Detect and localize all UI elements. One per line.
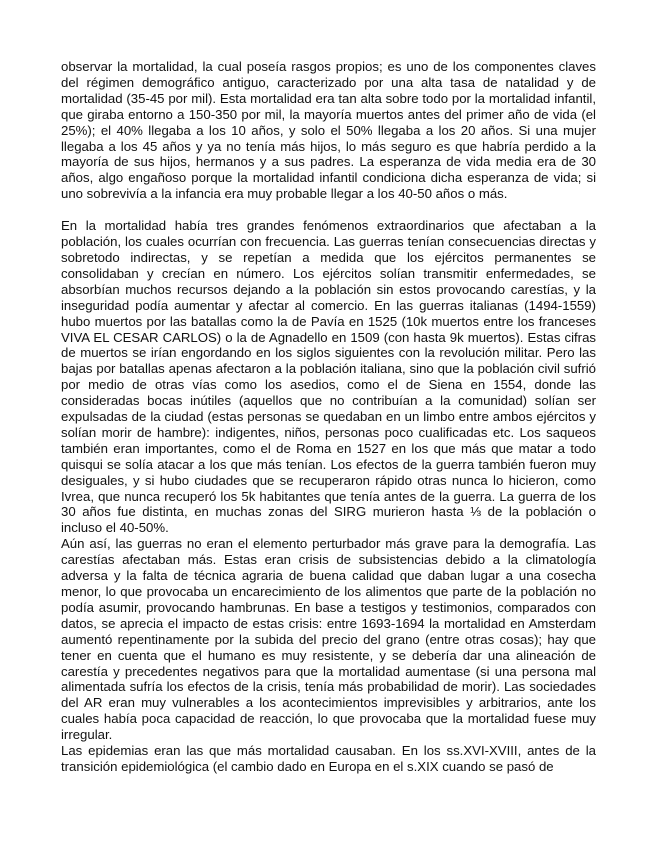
document-page — [61, 59, 596, 775]
paragraph-infant-mortality: observar la mortalidad, la cual poseía rasgos propios; es uno de los componentes claves del régimen demográfico antiguo, caracterizado por una alta tasa de natalidad y de mortalidad (35-45 por mil). Esta mortalidad era tan alta sobre todo por la mortalidad infantil, que giraba entorno a 150-350 por mil, la mayoría muertos antes del primer año de vida (el 25%); el 40% llegaba a los 10 años, y solo el 50% llegaba a los 20 años. Si una mujer llegaba a los 45 años y ya no tenía más hijos, lo más seguro es que habría perdido a la mayoría de sus hijos, hermanos y a sus padres. La esperanza de vida media era de 30 años, algo engañoso porque la mortalidad infantil condiciona dicha esperanza de vida; si uno sobrevivía a la infancia era muy probable llegar a los 40-50 años o más. — [61, 59, 596, 202]
paragraph-wars: En la mortalidad había tres grandes fenómenos extraordinarios que afectaban a la población, los cuales ocurrían con frecuencia. Las guerras tenían consecuencias directas y sobretodo indirectas, y se repetían a medida que los ejércitos permanentes se consolidaban y crecían en número. Los ejércitos solían transmitir enfermedades, se absorbían muchos recursos dejando a la población sin estos provocando carestías, y la inseguridad podía aumentar y afectar al comercio. En las guerras italianas (1494-1559) hubo muertos por las batallas como la de Pavía en 1525 (10k muertos entre los franceses VIVA EL CESAR CARLOS) o la de Agnadello en 1509 (con hasta 9k muertos). Estas cifras de muertos se irían engordando en los siglos siguientes con la revolución militar. Pero las bajas por batallas apenas afectaron a la población italiana, sino que la población civil sufrió por medio de otras vías como los asedios, como el de Siena en 1554, donde las consideradas bocas inútiles (aquellos que no contribuían a la comunidad) solían ser expulsadas de la ciudad (estas personas se quedaban en un limbo entre ambos ejércitos y solían morir de hambre): indigentes, niños, personas poco cualificadas etc. Los saqueos también eran importantes, como el de Roma en 1527 en los que más que matar a todo quisqui se solía atacar a los que más tenían. Los efectos de la guerra también fueron muy desiguales, y si hubo ciudades que se recuperaron rápido otras nunca lo hicieron, como Ivrea, que nunca recuperó los 5k habitantes que tenía antes de la guerra. La guerra de los 30 años fue distinta, en muchas zonas del SIRG murieron hasta ⅓ de la población o incluso el 40-50%. — [61, 218, 596, 536]
paragraph-epidemics: Las epidemias eran las que más mortalidad causaban. En los ss.XVI-XVIII, antes de la transición epidemiológica (el cambio dado en Europa en el s.XIX cuando se pasó de — [61, 743, 596, 774]
paragraph-famines: Aún así, las guerras no eran el elemento perturbador más grave para la demografía. Las carestías afectaban más. Estas eran crisis de subsistencias debido a la climatología adversa y la falta de técnica agraria de buena calidad que daban lugar a una cosecha menor, lo que provocaba un encarecimiento de los alimentos que parte de la población no podía asumir, provocando hambrunas. En base a testigos y testimonios, comparados con datos, se aprecia el impacto de estas crisis: entre 1693-1694 la mortalidad en Amsterdam aumentó repentinamente por la subida del precio del grano (entre otras cosas); hay que tener en cuenta que el humano es muy resistente, y se debería dar una alineación de carestía y precedentes negativos para que la mortalidad aumentase (si una persona mal alimentada sufría los efectos de la crisis, tenía más probabilidad de morir). Las sociedades del AR eran muy vulnerables a los acontecimientos imprevisibles y arbitrarios, ante los cuales había poca capacidad de reacción, lo que provocaba que la mortalidad fuese muy irregular. — [61, 536, 596, 743]
